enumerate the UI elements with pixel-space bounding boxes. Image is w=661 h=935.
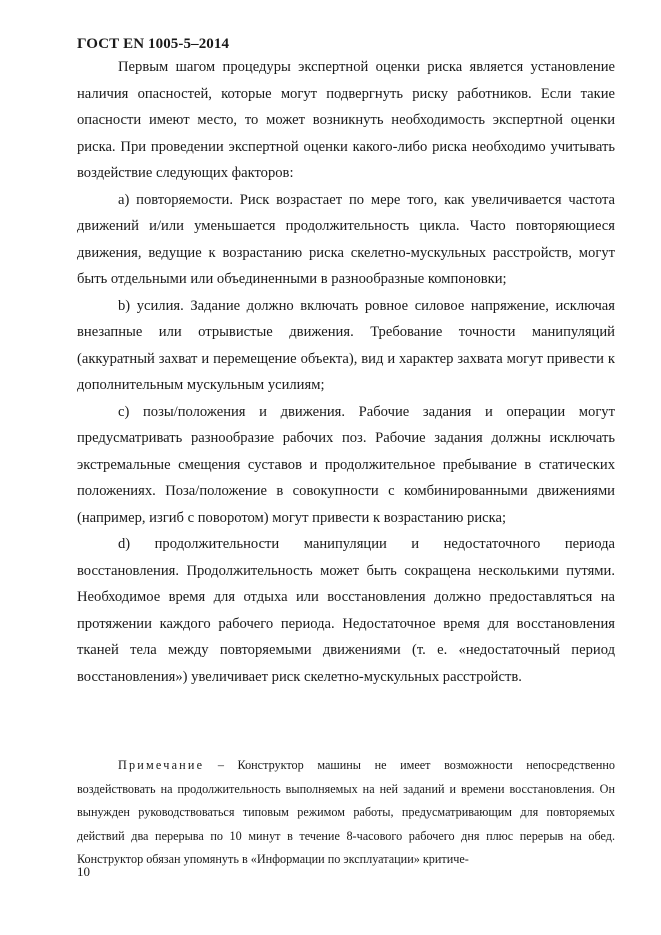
note-text: – Конструктор машины не имеет возможности непосредственно воздействовать на продолжительность выполняемых на ней заданий и времени восстановления. Он вынужден руководствоваться типовым режимом работы, предусматривающим для повторяемых действий два перерыва по 10 минут в течение 8-часового рабочего дня плюс перерыв на обед. Конструктор обязан упомянуть в «Информации по эксплуатации» критиче- (77, 758, 615, 866)
page-number: 10 (77, 864, 90, 879)
list-item-c: c) позы/положения и движения. Рабочие задания и операции могут предусматривать разнообразие рабочих поз. Рабочие задания должны исключать экстремальные смещения суставов и продолжительное пребывание в статических положениях. Поза/положение в совокупности с комбинированными движениями (например, изгиб с поворотом) могут привести к возрастанию риска; (77, 403, 615, 526)
list-item-d: d) продолжительности манипуляции и недостаточного периода восстановления. Продолжительность может быть сокращена несколькими путями. Необходимое время для отдыха или восстановления должно предоставляться на протяжении каждого рабочего периода. Недостаточное время для восстановления тканей тела между повторяемыми движениями (т. е. «недостаточный период восстановления») увеличивает риск скелетно-мускульных расстройств. (77, 536, 615, 685)
note-label: Примечание (118, 758, 205, 772)
list-item-a: a) повторяемости. Риск возрастает по мере того, как увеличивается частота движений и/или уменьшается продолжительность цикла. Часто повторяющиеся движения, ведущие к возрастанию риска скелетно-мускульных расстройств, могут быть отдельными или объединенными в разнообразные компоновки; (77, 191, 615, 287)
intro-paragraph: Первым шагом процедуры экспертной оценки риска является установление наличия опасностей, которые могут подвергнуть риску работников. Если такие опасности имеют место, то может возникнуть необходимость экспертной оценки риска. При проведении экспертной оценки какого-либо риска необходимо учитывать воздействие следующих факторов: (77, 59, 615, 181)
list-item-b: b) усилия. Задание должно включать ровное силовое напряжение, исключая внезапные или отрывистые движения. Требование точности манипуляций (аккуратный захват и перемещение объекта), вид и характер захвата могут привести к дополнительным мускульным усилиям; (77, 297, 615, 393)
document-header: ГОСТ EN 1005-5–2014 (77, 36, 230, 52)
note-block (77, 754, 615, 872)
body-text (77, 54, 615, 690)
note-paragraph (77, 754, 615, 872)
